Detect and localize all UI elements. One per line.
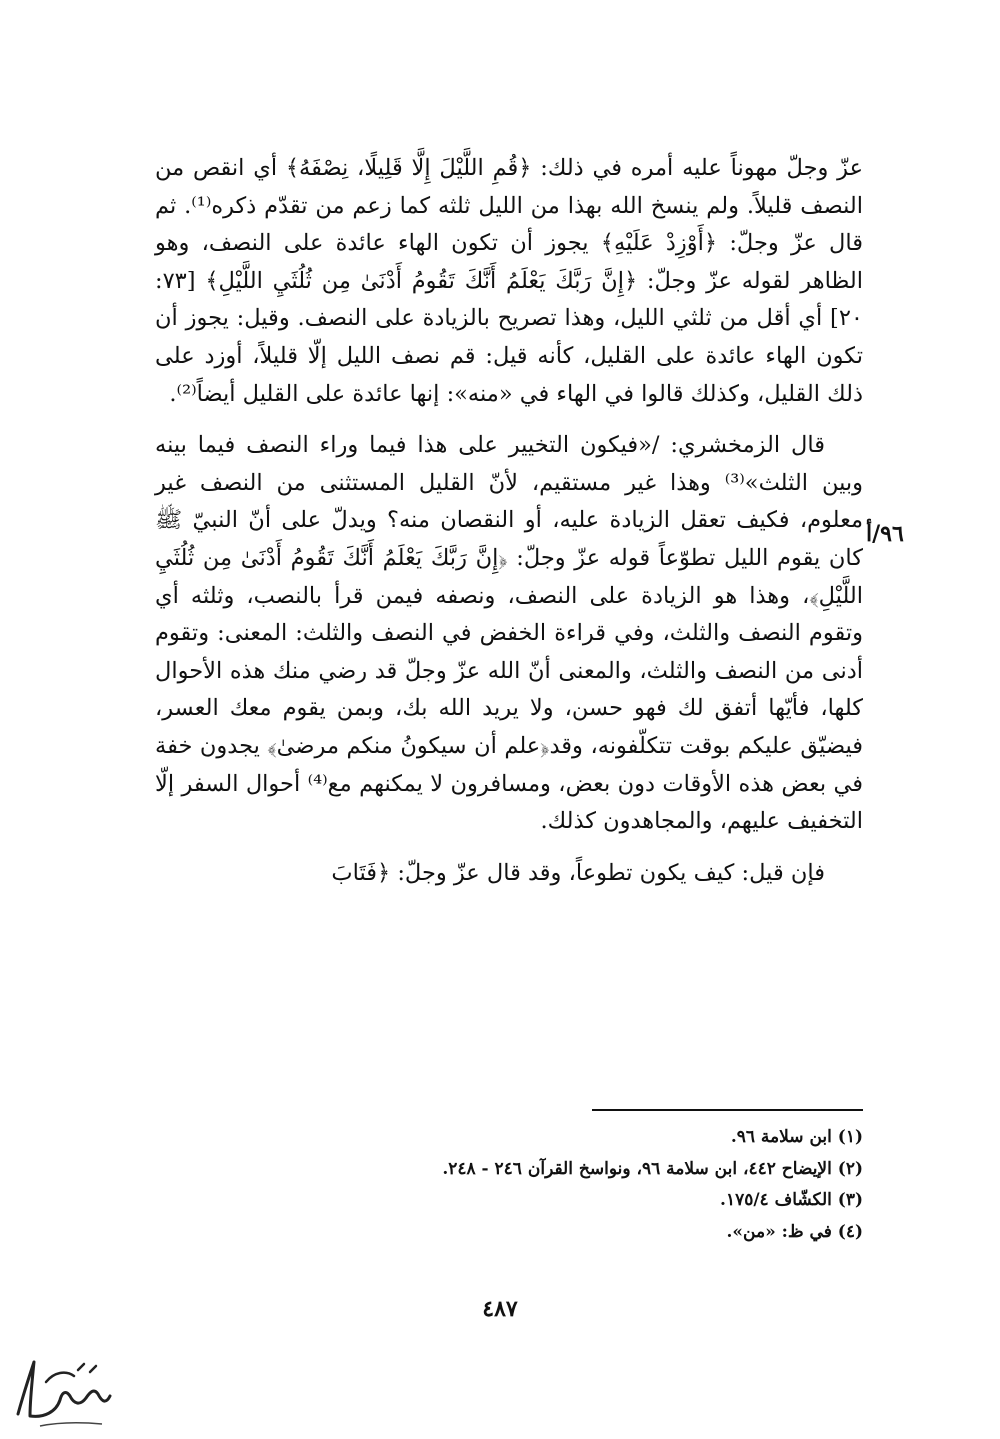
page-number: ٤٨٧ [482, 1296, 518, 1322]
paragraph-3: فإن قيل: كيف يكون تطوعاً، وقد قال عزّ وجلّ: ﴿فَتَابَ [331, 859, 825, 886]
footnotes [300, 1122, 863, 1248]
main-text [155, 150, 863, 892]
footnote-4: (٤) في ظ: «من». [726, 1221, 863, 1242]
paragraph-2: قال الزمخشري: /«فيكون التخيير على هذا فيما وراء النصف فيما بينه وبين الثلث»⁽³⁾ وهذا غير مستقيم، لأنّ القليل المستثنى من النصف غير معلوم، فكيف تعقل الزيادة عليه، أو النقصان منه؟ ويدلّ على أنّ النبيّ ﷺ كان يقوم الليل تطوّعاً قوله عزّ وجلّ: ﴿إِنَّ رَبَّكَ يَعْلَمُ أَنَّكَ تَقُومُ أَدْنَىٰ مِن ثُلُثَيِ اللَّيْلِ﴾، وهذا هو الزيادة على النصف، ونصفه فيمن قرأ بالنصب، وثلثه أي وتقوم النصف والثلث، وفي قراءة الخفض في النصف والثلث: المعنى: وتقوم أدنى من النصف والثلث، والمعنى أنّ الله عزّ وجلّ قد رضي منك هذه الأحوال كلها، فأيّها أتفق لك فهو حسن، ولا يريد الله بك، وبمن يقوم معك العسر، فيضيّق عليكم بوقت تتكلّفونه، وقد﴿علم أن سيكونُ منكم مرضىٰ﴾ يجدون خفة في بعض هذه الأوقات دون بعض، ومسافرون لا يمكنهم مع⁽⁴⁾ أحوال السفر إلّا التخفيف عليهم، والمجاهدون كذلك. [155, 432, 863, 835]
calligraphy-logo-icon [10, 1352, 115, 1432]
footnote-3: (٣) الكشّاف ١٧٥/٤. [720, 1190, 863, 1210]
footnote-divider [592, 1109, 863, 1111]
footnote-1: (١) ابن سلامة ٩٦. [730, 1127, 863, 1147]
margin-folio-reference: ٩٦/أ [866, 521, 904, 547]
paragraph-1: عزّ وجلّ مهوناً عليه أمره في ذلك: ﴿قُمِ اللَّيْلَ إِلَّا قَلِيلًا، نِصْفَهُ﴾ أي انقص من النصف قليلاً. ولم ينسخ الله بهذا من الليل ثلثه كما زعم من تقدّم ذكره⁽¹⁾. ثم قال عزّ وجلّ: ﴿أَوْزِدْ عَلَيْهِ﴾ يجوز أن تكون الهاء عائدة على النصف، وهو الظاهر لقوله عزّ وجلّ: ﴿إِنَّ رَبَّكَ يَعْلَمُ أَنَّكَ تَقُومُ أَدْنَىٰ مِن ثُلُثَيِ اللَّيْلِ﴾ [٧٣: ٢٠] أي أقل من ثلثي الليل، وهذا تصريح بالزيادة على النصف. وقيل: يجوز أن تكون الهاء عائدة على القليل، كأنه قيل: قم نصف الليل إلّا قليلاً، أوزد على ذلك القليل، وكذلك قالوا في الهاء في «منه»: إنها عائدة على القليل أيضاً⁽²⁾. [155, 155, 863, 407]
footnote-2: (٢) الإيضاح ٤٤٢، ابن سلامة ٩٦، ونواسخ القرآن ٢٤٦ - ٢٤٨. [442, 1158, 863, 1179]
